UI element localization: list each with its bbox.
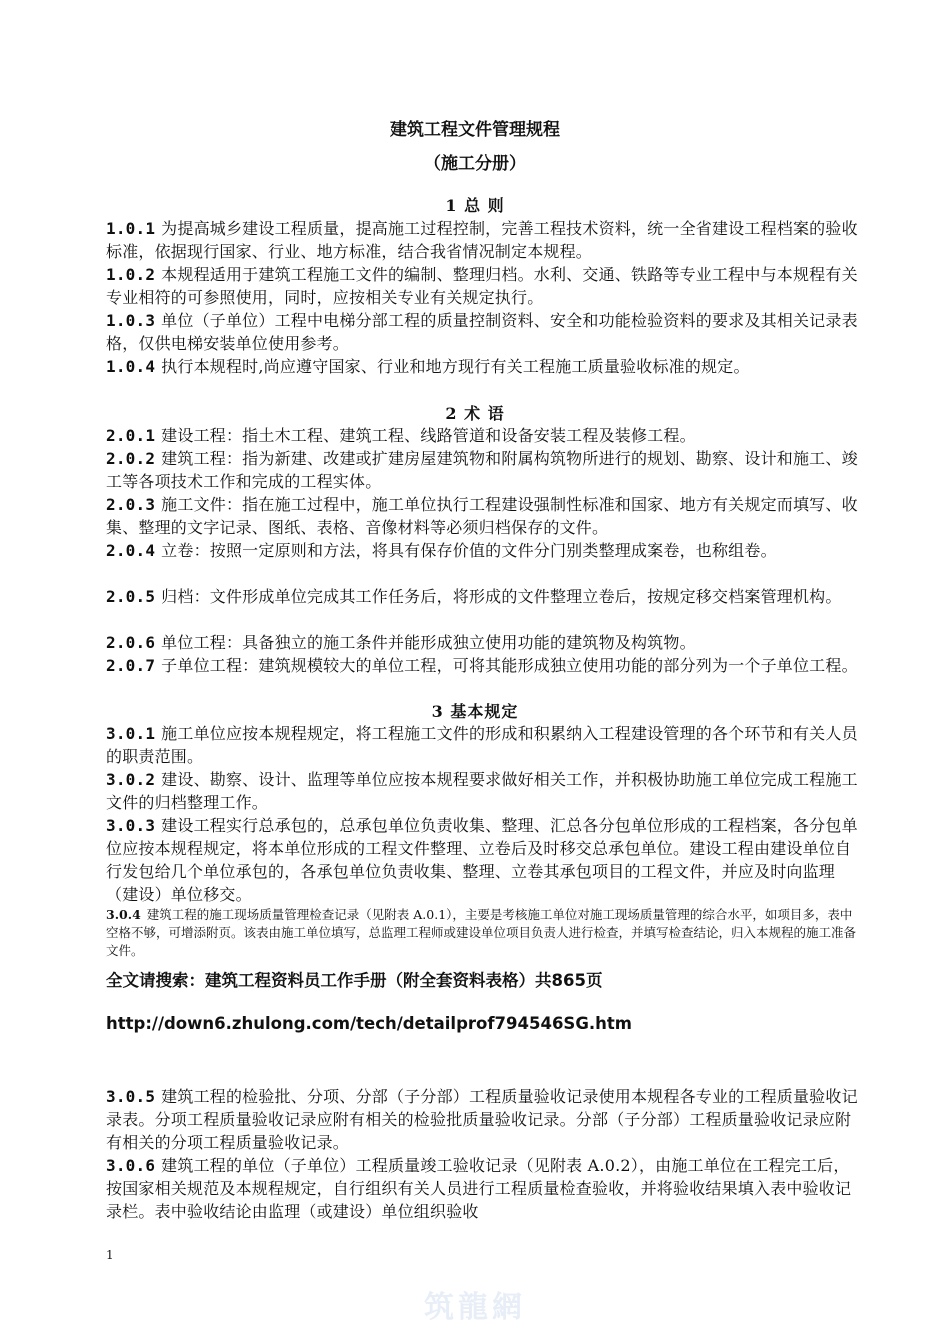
- clause-text: 归档：文件形成单位完成其工作任务后，将形成的文件整理立卷后，按规定移交档案管理机构。: [161, 587, 842, 606]
- clause-3-0-2: [106, 768, 858, 814]
- clause-text: 建设工程：指土木工程、建筑工程、线路管道和设备安装工程及装修工程。: [161, 426, 696, 445]
- clause-text: 建筑工程的施工现场质量管理检查记录（见附表 A.0.1），主要是考核施工单位对施工现场质量管理的综合水平，如项目多，表中空格不够，可增添附页。该表由施工单位填写，总监理工程师或建设单位项目负责人进行检查，并填写检查结论，归入本规程的施工准备文件。: [106, 907, 857, 958]
- clause-number: 2.0.2: [106, 449, 156, 468]
- clause-text: 立卷：按照一定原则和方法，将具有保存价值的文件分门别类整理成案卷，也称组卷。: [161, 541, 777, 560]
- clause-1-0-2: [106, 263, 858, 309]
- clause-text: 本规程适用于建筑工程施工文件的编制、整理归档。水利、交通、铁路等专业工程中与本规程有关专业相符的可参照使用，同时，应按相关专业有关规定执行。: [106, 265, 858, 307]
- clause-number: 3.0.1: [106, 724, 156, 743]
- section-heading-general: 1 总 则: [445, 196, 505, 215]
- section-heading-terms: 2 术 语: [445, 404, 505, 423]
- clause-text: 建筑工程：指为新建、改建或扩建房屋建筑物和附属构筑物所进行的规划、勘察、设计和施工、竣工等各项技术工作和完成的工程实体。: [106, 449, 858, 491]
- clause-text: 施工单位应按本规程规定，将工程施工文件的形成和积累纳入工程建设管理的各个环节和有关人员的职责范围。: [106, 724, 858, 766]
- clause-2-0-2: [106, 447, 858, 493]
- promo-line: 全文请搜索：建筑工程资料员工作手册（附全套资料表格）共865页: [106, 971, 603, 990]
- clause-2-0-7: [106, 654, 858, 677]
- clause-2-0-3: [106, 493, 858, 539]
- clause-number: 1.0.4: [106, 357, 156, 376]
- clause-number: 3.0.6: [106, 1156, 156, 1175]
- clause-3-0-6: [106, 1154, 858, 1223]
- clause-number: 2.0.5: [106, 587, 156, 606]
- clause-text: 为提高城乡建设工程质量，提高施工过程控制，完善工程技术资料，统一全省建设工程档案的验收标准，依据现行国家、行业、地方标准，结合我省情况制定本规程。: [106, 219, 858, 261]
- clause-2-0-1: [106, 424, 858, 447]
- clause-1-0-4: [106, 355, 858, 378]
- clause-number: 3.0.2: [106, 770, 156, 789]
- promo-url-link[interactable]: http://down6.zhulong.com/tech/detailprof794546SG.htm: [106, 1014, 632, 1033]
- clause-text: 建设、勘察、设计、监理等单位应按本规程要求做好相关工作，并积极协助施工单位完成工程施工文件的归档整理工作。: [106, 770, 858, 812]
- clause-1-0-1: [106, 217, 858, 263]
- clause-text: 建设工程实行总承包的，总承包单位负责收集、整理、汇总各分包单位形成的工程档案，各分包单位应按本规程规定，将本单位形成的工程文件整理、立卷后及时移交总承包单位。建设工程由建设单位自行发包给几个单位承包的，各承包单位负责收集、整理、立卷其承包项目的工程文件，并应及时向监理（建设）单位移交。: [106, 816, 858, 904]
- clause-text: 建筑工程的检验批、分项、分部（子分部）工程质量验收记录使用本规程各专业的工程质量验收记录表。分项工程质量验收记录应附有相关的检验批质量验收记录。分部（子分部）工程质量验收记录应附有相关的分项工程质量验收记录。: [106, 1087, 858, 1152]
- clause-3-0-4: [106, 906, 858, 960]
- clause-number: 3.0.3: [106, 816, 156, 835]
- clause-text: 子单位工程：建筑规模较大的单位工程，可将其能形成独立使用功能的部分列为一个子单位工程。: [161, 656, 858, 675]
- clause-2-0-5: [106, 585, 858, 608]
- clause-text: 单位工程：具备独立的施工条件并能形成独立使用功能的建筑物及构筑物。: [161, 633, 696, 652]
- watermark-logo: 筑龍網: [424, 1290, 526, 1325]
- clause-3-0-3: [106, 814, 858, 906]
- document-title: 建筑工程文件管理规程: [390, 120, 560, 140]
- clause-number: 1.0.2: [106, 265, 156, 284]
- clause-number: 2.0.3: [106, 495, 156, 514]
- clause-number: 2.0.7: [106, 656, 156, 675]
- clause-number: 2.0.4: [106, 541, 156, 560]
- clause-text: 执行本规程时,尚应遵守国家、行业和地方现行有关工程施工质量验收标准的规定。: [161, 357, 750, 376]
- clause-number: 3.0.5: [106, 1087, 156, 1106]
- clause-number: 1.0.3: [106, 311, 156, 330]
- page-number: 1: [106, 1248, 114, 1262]
- clause-1-0-3: [106, 309, 858, 355]
- clause-text: 建筑工程的单位（子单位）工程质量竣工验收记录（见附表 A.0.2），由施工单位在工程完工后，按国家相关规范及本规程规定，自行组织有关人员进行工程质量检查验收，并将验收结果填入表中验收记录栏。表中验收结论由监理（或建设）单位组织验收: [106, 1156, 852, 1221]
- clause-3-0-5: [106, 1085, 858, 1154]
- section-heading-basic-rules: 3 基本规定: [431, 702, 519, 721]
- clause-3-0-1: [106, 722, 858, 768]
- clause-text: 单位（子单位）工程中电梯分部工程的质量控制资料、安全和功能检验资料的要求及其相关记录表格，仅供电梯安装单位使用参考。: [106, 311, 858, 353]
- clause-number: 2.0.6: [106, 633, 156, 652]
- clause-text: 施工文件：指在施工过程中，施工单位执行工程建设强制性标准和国家、地方有关规定而填写、收集、整理的文字记录、图纸、表格、音像材料等必须归档保存的文件。: [106, 495, 858, 537]
- clause-2-0-6: [106, 631, 858, 654]
- document-subtitle: （施工分册）: [424, 154, 526, 174]
- clause-number: 2.0.1: [106, 426, 156, 445]
- clause-number: 1.0.1: [106, 219, 156, 238]
- clause-2-0-4: [106, 539, 858, 562]
- clause-number: 3.0.4: [106, 907, 141, 922]
